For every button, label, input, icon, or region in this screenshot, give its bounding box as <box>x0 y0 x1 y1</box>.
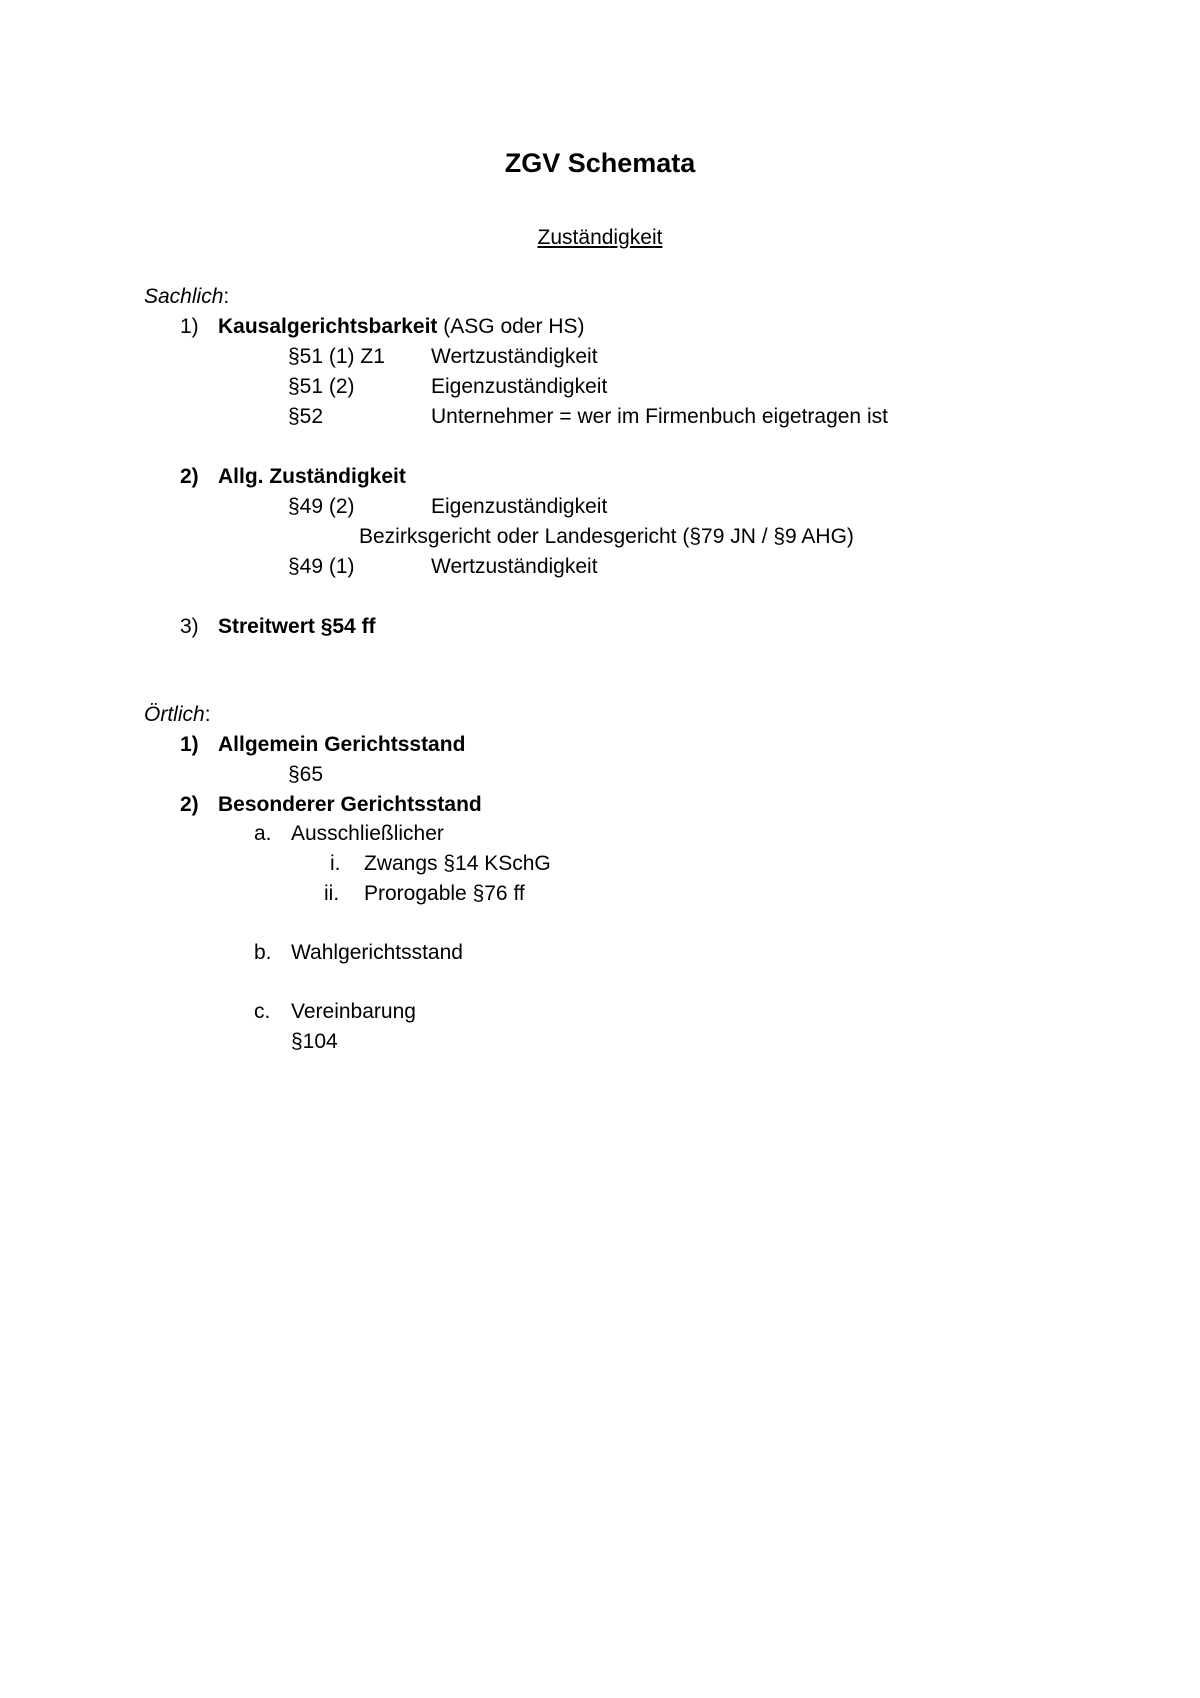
list-roman: ii. <box>324 882 340 905</box>
list-item-besonderer-gerichtsstand: Besonderer Gerichtsstand <box>218 793 482 816</box>
paragraph-ref: §65 <box>288 763 324 786</box>
paragraph-ref: §49 (1) <box>288 555 355 578</box>
sachlich-heading-colon: : <box>223 285 230 308</box>
oertlich-heading-colon: : <box>204 703 211 726</box>
list-item-detail: (ASG oder HS) <box>437 315 585 338</box>
paragraph-ref: §52 <box>288 405 324 428</box>
list-item-label: Streitwert <box>218 615 315 638</box>
list-item-prorogable: Prorogable §76 ff <box>364 882 525 905</box>
list-number: 3) <box>180 615 199 638</box>
list-letter: a. <box>254 822 272 845</box>
list-item-zwangs: Zwangs §14 KSchG <box>364 852 551 875</box>
list-item-kausalgerichtsbarkeit <box>218 314 584 340</box>
sachlich-heading-label: Sachlich <box>144 285 224 308</box>
page-title: ZGV Schemata <box>504 148 696 178</box>
list-number: 2) <box>180 465 199 488</box>
paragraph-ref: §51 (1) Z1 <box>288 345 385 368</box>
list-item-ausschliesslicher: Ausschließlicher <box>291 822 444 845</box>
list-number: 1) <box>180 733 199 756</box>
list-item-label: Kausalgerichtsbarkeit <box>218 315 438 338</box>
paragraph-desc: Eigenzuständigkeit <box>431 495 608 518</box>
list-item-allg-zustaendigkeit: Allg. Zuständigkeit <box>218 465 406 488</box>
court-note: Bezirksgericht oder Landesgericht (§79 JN / §9 AHG) <box>359 525 854 548</box>
section-subtitle: Zuständigkeit <box>537 226 663 249</box>
paragraph-desc: Unternehmer = wer im Firmenbuch eigetragen ist <box>431 405 888 428</box>
paragraph-ref: §49 (2) <box>288 495 355 518</box>
paragraph-desc: Eigenzuständigkeit <box>431 375 608 398</box>
list-roman: i. <box>330 852 341 875</box>
sachlich-heading <box>144 284 229 310</box>
oertlich-heading <box>144 702 211 728</box>
list-letter: b. <box>254 941 272 964</box>
oertlich-heading-label: Örtlich <box>144 703 205 726</box>
paragraph-ref: §104 <box>291 1030 338 1053</box>
list-item-vereinbarung: Vereinbarung <box>291 1000 416 1023</box>
list-item-allgemein-gerichtsstand: Allgemein Gerichtsstand <box>218 733 466 756</box>
list-item-wahlgerichtsstand: Wahlgerichtsstand <box>291 941 463 964</box>
list-item-detail: §54 ff <box>314 615 376 638</box>
list-letter: c. <box>254 1000 271 1023</box>
paragraph-ref: §51 (2) <box>288 375 355 398</box>
list-item-streitwert <box>218 614 376 640</box>
paragraph-desc: Wertzuständigkeit <box>431 555 598 578</box>
list-number: 2) <box>180 793 199 816</box>
paragraph-desc: Wertzuständigkeit <box>431 345 598 368</box>
list-number: 1) <box>180 315 199 338</box>
